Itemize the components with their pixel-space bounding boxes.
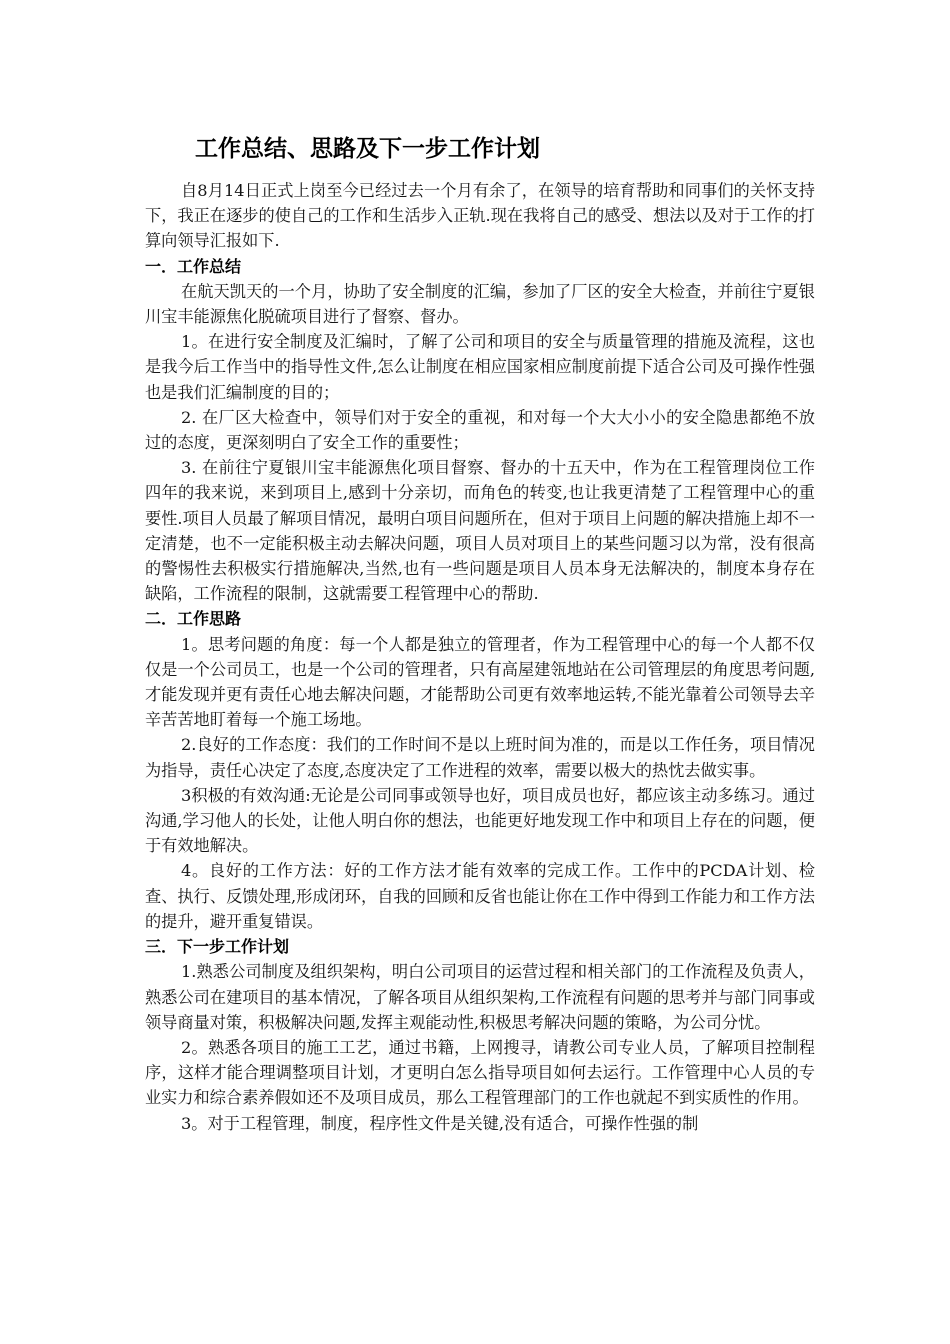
ideas-paragraph: 3积极的有效沟通:无论是公司同事或领导也好，项目成员也好，都应该主动多练习。通过沟通,学习他人的长处，让他人明白你的想法，也能更好地发现工作中和项目上存在的问题，便于有效地解决。 [145, 785, 815, 856]
section-heading-next-plan: 三．下一步工作计划 [145, 937, 290, 957]
summary-paragraph: 3. 在前往宁夏银川宝丰能源焦化项目督察、督办的十五天中，作为在工程管理岗位工作四年的我来说，来到项目上,感到十分亲切，而角色的转变,也让我更清楚了工程管理中心的重要性.项目人员最了解项目情况，最明白项目问题所在，但对于项目上问题的解决措施上却不一定清楚，也不一定能积极主动去解决问题，项目人员对项目上的某些问题习以为常，没有很高的警惕性去积极实行措施解决,当然,也有一些问题是项目人员本身无法解决的，制度本身存在缺陷，工作流程的限制，这就需要工程管理中心的帮助. [145, 458, 815, 604]
intro-paragraph: 自8月14日正式上岗至今已经过去一个月有余了，在领导的培育帮助和同事们的关怀支持下，我正在逐步的使自己的工作和生活步入正轨.现在我将自己的感受、想法以及对于工作的打算向领导汇报如下. [145, 181, 815, 251]
ideas-paragraph: 1。思考问题的角度：每一个人都是独立的管理者，作为工程管理中心的每一个人都不仅仅是一个公司员工，也是一个公司的管理者，只有高屋建瓴地站在公司管理层的角度思考问题,才能发现并更有责任心地去解决问题，才能帮助公司更有效率地运转,不能光靠着公司领导去辛辛苦苦地盯着每一个施工场地。 [145, 634, 815, 730]
plan-paragraph: 1.熟悉公司制度及组织架构，明白公司项目的运营过程和相关部门的工作流程及负责人，熟悉公司在建项目的基本情况，了解各项目从组织架构,工作流程有问题的思考并与部门同事或领导商量对策，积极解决问题,发挥主观能动性,积极思考解决问题的策略，为公司分忧。 [145, 962, 815, 1032]
section-heading-work-summary: 一．工作总结 [145, 256, 242, 276]
summary-paragraph: 2. 在厂区大检查中，领导们对于安全的重视，和对每一个大大小小的安全隐患都绝不放过的态度，更深刻明白了安全工作的重要性； [145, 407, 815, 453]
ideas-paragraph: 2.良好的工作态度：我们的工作时间不是以上班时间为准的，而是以工作任务，项目情况为指导，责任心决定了态度,态度决定了工作进程的效率，需要以极大的热忱去做实事。 [145, 735, 815, 780]
summary-paragraph: 1。在进行安全制度及汇编时，了解了公司和项目的安全与质量管理的措施及流程，这也是我今后工作当中的指导性文件,怎么让制度在相应国家相应制度前提下适合公司及可操作性强也是我们汇编制度的目的； [145, 332, 815, 402]
section-heading-work-ideas: 二．工作思路 [145, 609, 242, 629]
summary-paragraph: 在航天凯天的一个月，协助了安全制度的汇编，参加了厂区的安全大检查，并前往宁夏银川宝丰能源焦化脱硫项目进行了督察、督办。 [145, 281, 815, 327]
document-body [145, 178, 815, 1136]
plan-paragraph: 2。熟悉各项目的施工工艺，通过书籍，上网搜寻，请教公司专业人员，了解项目控制程序，这样才能合理调整项目计划，才更明白怎么指导项目如何去运行。工作管理中心人员的专业实力和综合素养假如还不及项目成员，那么工程管理部门的工作也就起不到实质性的作用。 [145, 1037, 815, 1108]
document-title: 工作总结、思路及下一步工作计划 [195, 136, 540, 162]
plan-paragraph: 3。对于工程管理，制度，程序性文件是关键,没有适合，可操作性强的制 [181, 1113, 699, 1133]
ideas-paragraph: 4。良好的工作方法：好的工作方法才能有效率的完成工作。工作中的PCDA计划、检查、执行、反馈处理,形成闭环，自我的回顾和反省也能让你在工作中得到工作能力和工作方法的提升，避开重复错误。 [145, 861, 815, 931]
